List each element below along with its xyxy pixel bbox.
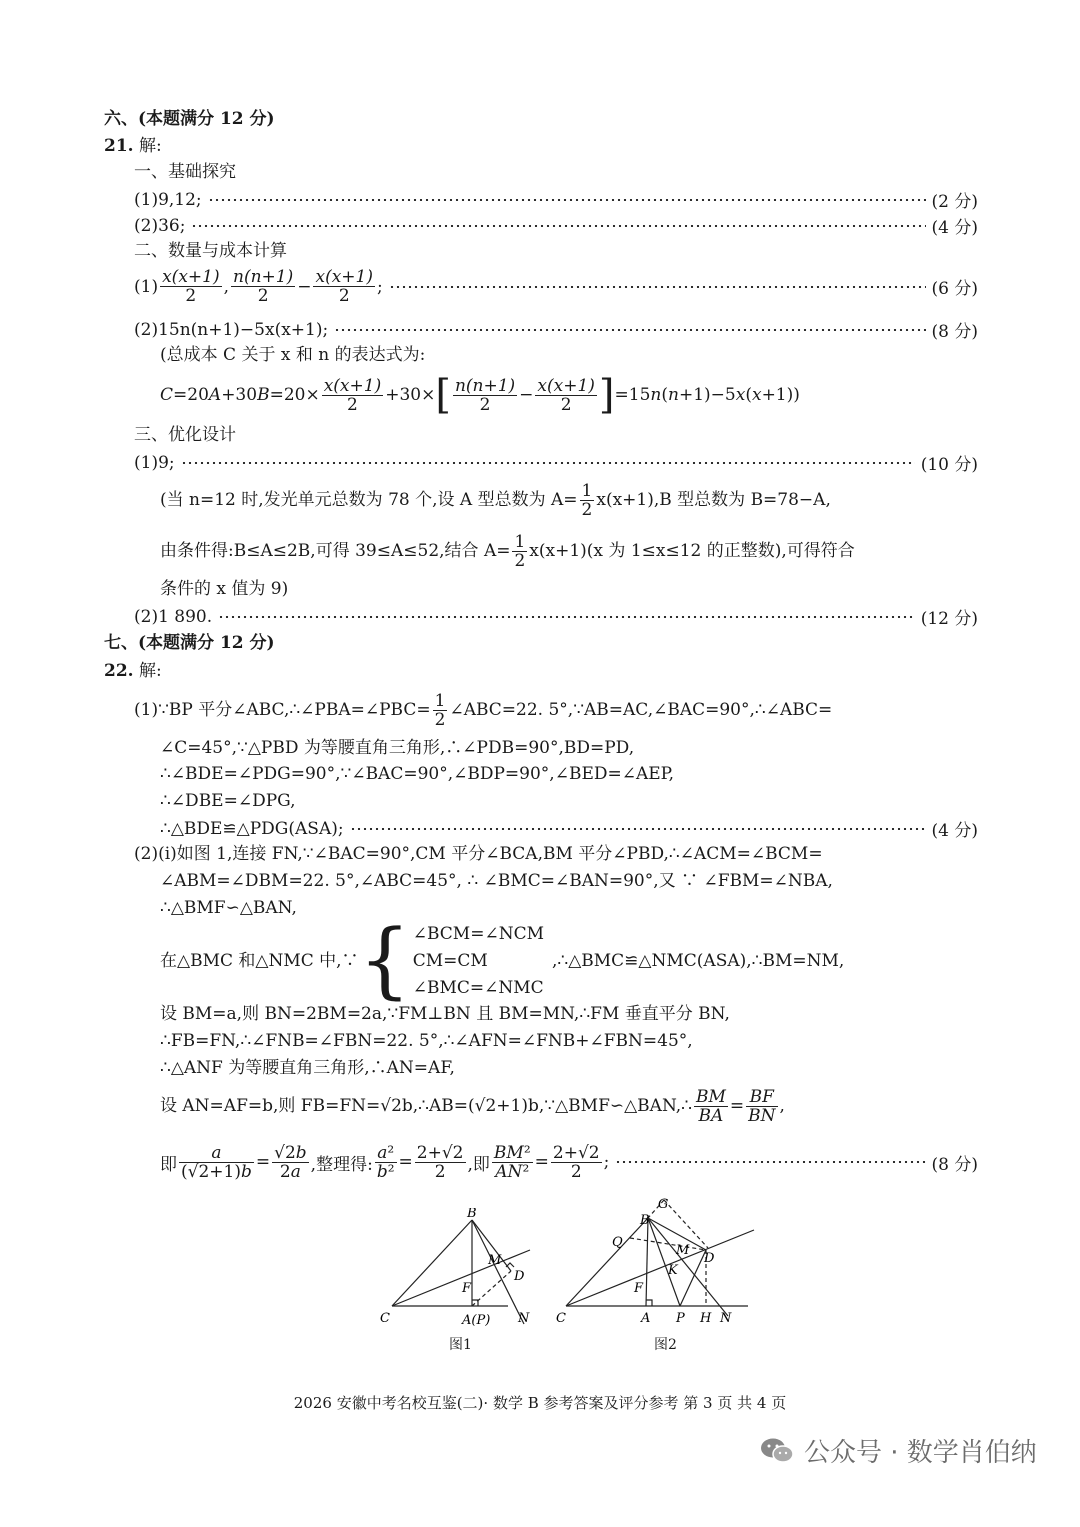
q22-line14: 即 $\frac{a}{(√2+1)b}$ = $\frac{√2b}{2a}$ ,整理得: $\frac{\text{a²}}{\text{b²}}$ = $\frac{2+√2}{2}$ ,即 $\frac{\text{BM²}}{\text{AN²}}$ = $\frac{2+√2}{2}$ ; (8 分): [160, 1142, 978, 1182]
equation: CM=CM: [412, 950, 488, 971]
score: (4 分): [931, 218, 978, 238]
dot-leader: [334, 329, 925, 331]
fraction: $\frac{x(x+1)}{2}$: [315, 267, 373, 306]
text: ,整理得:: [310, 1154, 373, 1175]
label-M: M: [488, 1253, 502, 1268]
answer-text: (2)36;: [134, 215, 186, 236]
score: (8 分): [931, 322, 978, 342]
score: (2 分): [931, 192, 978, 212]
page-footer: 2026 安徽中考名校互鉴(二)· 数学 B 参考答案及评分参考 第 3 页 共 4 页: [293, 1394, 787, 1412]
label-B: B: [467, 1208, 477, 1221]
figure-2-caption: 图2: [654, 1337, 677, 1353]
label-N: N: [518, 1311, 530, 1326]
q21-part2-title: 二、数量与成本计算: [134, 241, 287, 261]
text: (1)∵BP 平分∠ABC,∴∠PBA=∠PBC=: [134, 700, 431, 720]
q21-p2-2: [134, 317, 978, 342]
q21-cost-formula: C =20 A +30 B =20× $\frac{x(x+1)}{2}$ +30× [ $\frac{n(n+1)}{2}$ − $\frac{x(x+1)}{2}$ ] =15 n ( n +1)−5 x ( x +1)): [160, 372, 800, 418]
figure-1-caption: 图1: [449, 1337, 472, 1353]
q21-p1-1: [134, 187, 978, 212]
score: (4 分): [931, 821, 978, 841]
label-M: M: [676, 1243, 690, 1258]
q22-line12: ∴△ANF 为等腰直角三角形,∴AN=AF,: [160, 1058, 455, 1078]
label-A: A: [641, 1311, 651, 1326]
q22-solve: 解:: [138, 661, 162, 681]
fraction: $\frac{n(n+1)}{2}$: [233, 267, 294, 306]
fraction: $\frac{x(x+1)}{2}$: [162, 267, 220, 306]
label-P: P: [676, 1311, 685, 1326]
label-F: F: [462, 1281, 472, 1296]
text: 由条件得:B≤A≤2B,可得 39≤A≤52,结合 A=: [160, 541, 511, 561]
q22-line7: ∠ABM=∠DBM=22. 5°,∠ABC=45°, ∴ ∠BMC=∠BAN=90°,又 ∵ ∠FBM=∠NBA,: [160, 871, 833, 891]
answer-text: ∴△BDE≌△PDG(ASA);: [160, 818, 344, 839]
q21-part1-title: 一、基础探究: [134, 162, 236, 182]
q21-solve: 解:: [138, 136, 162, 156]
wechat-icon: [760, 1437, 794, 1465]
dot-leader: [615, 1161, 925, 1163]
figure-2: [548, 1192, 760, 1342]
q22-line13: 设 AN=AF=b,则 FB=FN=√2b,∴AB=(√2+1)b,∵△BMF∽△BAN,∴ $\frac{BM}{BA}$ = $\frac{BF}{BN}$ ,: [160, 1086, 785, 1126]
score: (12 分): [920, 609, 978, 629]
label-N: N: [720, 1311, 732, 1326]
q22-line11: ∴FB=FN,∴∠FNB=∠FBN=22. 5°,∴∠AFN=∠FNB+∠FBN=45°,: [160, 1031, 693, 1051]
q22-line5: [160, 816, 978, 841]
answer-prefix: (1): [134, 276, 159, 297]
q21-p3-text3: 条件的 x 值为 9): [160, 579, 289, 599]
label-F: F: [634, 1281, 644, 1296]
text: ∠ABC=22. 5°,∵AB=AC,∠BAC=90°,∴∠ABC=: [449, 700, 833, 720]
label-Q: Q: [612, 1235, 623, 1250]
q22-line10: 设 BM=a,则 BN=2BM=2a,∵FM⊥BN 且 BM=MN,∴FM 垂直平分 BN,: [160, 1004, 730, 1024]
label-D: D: [704, 1251, 715, 1266]
dot-leader: [350, 828, 926, 830]
answer-text: (1)9,12;: [134, 189, 202, 210]
label-D: D: [514, 1269, 525, 1284]
equation: ∠BCM=∠NCM: [412, 923, 544, 944]
watermark-text: 公众号 · 数学肖伯纳: [804, 1438, 1037, 1468]
q22-line8: ∴△BMF∽△BAN,: [160, 898, 297, 918]
dot-leader: [218, 616, 915, 618]
text: 即: [160, 1154, 177, 1175]
q22-line6: (2)(ⅰ)如图 1,连接 FN,∵∠BAC=90°,CM 平分∠BCA,BM 平分∠PBD,∴∠ACM=∠BCM=: [134, 844, 823, 864]
q21-p3-text1: (当 n=12 时,发光单元总数为 78 个,设 A 型总数为 A= $\frac{1}{2}$ x(x+1),B 型总数为 B=78−A,: [160, 480, 831, 520]
q22-line2: ∠C=45°,∵△PBD 为等腰直角三角形,∴∠PDB=90°,BD=PD,: [160, 738, 635, 758]
score: (6 分): [931, 279, 978, 299]
section-6-title: 六、(本题满分 12 分): [104, 109, 275, 129]
label-K: K: [668, 1263, 678, 1278]
score: (10 分): [920, 455, 978, 475]
q22-label: 22.: [104, 661, 134, 681]
dot-leader: [181, 462, 915, 464]
q22-line1: (1)∵BP 平分∠ABC,∴∠PBA=∠PBC= $\frac{1}{2}$ ∠ABC=22. 5°,∵AB=AC,∠BAC=90°,∴∠ABC=: [134, 690, 833, 730]
answer-text: (2)1 890.: [134, 606, 213, 627]
dot-leader: [208, 199, 926, 201]
q21-p3-1: [134, 450, 978, 475]
q21-header: [104, 135, 1080, 157]
text: ,∴△BMC≌△NMC(ASA),∴BM=NM,: [551, 951, 845, 971]
dot-leader: [389, 286, 926, 288]
q21-p1-2: [134, 213, 978, 238]
q21-label: 21.: [104, 136, 134, 156]
answer-text: (2)15n(n+1)−5x(x+1);: [134, 319, 329, 340]
text: (当 n=12 时,发光单元总数为 78 个,设 A 型总数为 A=: [160, 490, 578, 510]
text: x(x+1),B 型总数为 B=78−A,: [596, 490, 831, 510]
text: 设 AN=AF=b,则 FB=FN=√2b,∴AB=(√2+1)b,∵△BMF∽△BAN,∴: [160, 1096, 692, 1116]
q21-p3-2: [134, 604, 978, 629]
answer-text: (1)9;: [134, 452, 175, 473]
text: ,即: [467, 1154, 490, 1175]
q21-p3-text2: 由条件得:B≤A≤2B,可得 39≤A≤52,结合 A= $\frac{1}{2}$ x(x+1)(x 为 1≤x≤12 的正整数),可得符合: [160, 531, 855, 571]
equation: ∠BMC=∠NMC: [412, 977, 544, 998]
score: (8 分): [931, 1154, 978, 1175]
text: x(x+1)(x 为 1≤x≤12 的正整数),可得符合: [529, 541, 855, 561]
q21-p2-1: (1) $\frac{x(x+1)}{2}$ , $\frac{n(n+1)}{2}$ − $\frac{x(x+1)}{2}$ ; (6 分): [134, 267, 978, 306]
equation-system: [413, 921, 544, 1002]
dot-leader: [191, 225, 925, 227]
text: 在△BMC 和△NMC 中,∵: [160, 951, 359, 971]
q22-line3: ∴∠BDE=∠PDG=90°,∵∠BAC=90°,∠BDP=90°,∠BED=∠AEP,: [160, 764, 675, 784]
q22-line4: ∴∠DBE=∠DPG,: [160, 791, 296, 811]
brace: {: [358, 913, 411, 1008]
label-C: C: [380, 1311, 390, 1326]
label-A-P: A(P): [462, 1313, 491, 1328]
label-C: C: [556, 1311, 566, 1326]
q21-part3-title: 三、优化设计: [134, 425, 236, 445]
q22-header: [104, 660, 1080, 682]
q21-note: (总成本 C 关于 x 和 n 的表达式为:: [160, 345, 426, 365]
label-B: B: [640, 1213, 650, 1228]
label-H: H: [700, 1311, 712, 1326]
watermark: [760, 1432, 1037, 1469]
label-G: G: [658, 1197, 669, 1212]
q22-system: [160, 913, 1080, 1008]
section-7-title: 七、(本题满分 12 分): [104, 633, 275, 653]
